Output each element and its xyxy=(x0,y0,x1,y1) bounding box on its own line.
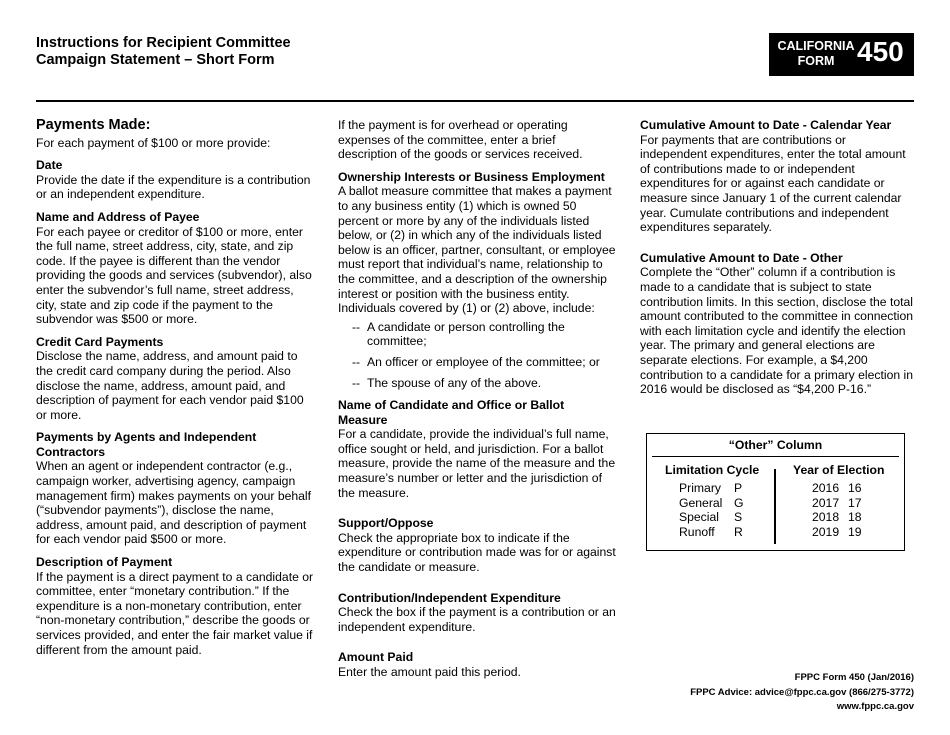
year-short: 17 xyxy=(848,495,862,510)
form-version: FPPC Form 450 (Jan/2016) xyxy=(794,672,914,683)
badge-line: CALIFORNIA xyxy=(777,39,855,53)
section xyxy=(338,170,616,390)
title-line: Instructions for Recipient Committee xyxy=(36,35,291,51)
divider xyxy=(36,100,914,102)
website: www.fppc.ca.gov xyxy=(836,701,914,712)
column-header: Year of Election xyxy=(793,463,885,477)
list-item: -- A candidate or person controlling the committee; xyxy=(352,319,565,349)
section-title: Description of Payment xyxy=(36,555,173,570)
cycle: Special xyxy=(679,510,719,524)
page-title xyxy=(36,35,291,69)
year: 2018 xyxy=(812,510,840,524)
section-title: Date xyxy=(36,158,63,173)
section-text: Check the appropriate box to indicate if the expenditure or contribution made was for or against the candidate or measure. xyxy=(338,530,616,575)
advice-contact: FPPC Advice: advice@fppc.ca.gov (866/275-3772) xyxy=(690,686,914,698)
section-text: If the payment is a direct payment to a candidate or committee, enter “monetary contribution.” If the expenditure is a non-monetary contribution, enter “non-monetary contribution,” describe the goods or services provided, and enter the fair market value if different from the amount paid. xyxy=(36,569,314,657)
list-item-text: An officer or employee of the committee; or xyxy=(367,354,600,369)
section-title: Payments by Agents and Independent Contractors xyxy=(36,430,257,459)
section xyxy=(36,335,314,423)
form-badge xyxy=(769,33,914,76)
section-text: A ballot measure committee that makes a payment to any business entity (1) which is owned 50 percent or more by any of the individuals listed below, or (2) in which any of the individuals listed below is an officer, partner, consultant, or employee must report that individual’s name, relationship to the committee, and a description of the ownership interest or position with the business entity. Individuals covered by (1) or (2) above, include: xyxy=(338,184,616,316)
section-text: For each payee or creditor of $100 or more, enter the full name, street address, city, state, and zip code. If the payee is different than the vendor providing the goods and services (subvendor), also enter the subvendor’s full name, street address, city, state and zip code if the payment to the subvendor was $500 or more. xyxy=(36,224,312,327)
section-text: Enter the amount paid this period. xyxy=(338,665,521,679)
column-3 xyxy=(640,118,914,397)
section-title: Cumulative Amount to Date - Other xyxy=(640,250,843,265)
title-line: Campaign Statement – Short Form xyxy=(36,52,275,68)
list-item: -- The spouse of any of the above. xyxy=(352,375,542,390)
code: P xyxy=(734,481,743,495)
code: S xyxy=(734,510,743,524)
covered-list xyxy=(338,320,616,390)
section-title: Support/Oppose xyxy=(338,516,434,531)
section-title: Cumulative Amount to Date - Calendar Year xyxy=(640,118,892,132)
column-2 xyxy=(338,118,616,680)
year-short: 18 xyxy=(848,510,862,524)
badge-line: FORM xyxy=(797,54,835,68)
section xyxy=(640,118,914,235)
code: G xyxy=(734,495,744,510)
table-title: “Other” Column xyxy=(652,434,899,457)
list-item-text: The spouse of any of the above. xyxy=(367,375,542,390)
section xyxy=(338,650,616,679)
column-1 xyxy=(36,118,314,657)
section-title: Name of Candidate and Office or Ballot Measure xyxy=(338,398,565,427)
section xyxy=(36,210,314,327)
year: 2017 xyxy=(812,495,840,510)
section-text: For payments that are contributions or independent expenditures, enter the total amount of contributions made to or independent expenditures for or against each candidate or measure since January 1 of the current calendar year. Cumulate contributions and independent expenditures separately. xyxy=(640,132,906,235)
intro-text: For each payment of $100 or more provide: xyxy=(36,135,271,150)
section-heading: Payments Made: xyxy=(36,117,151,133)
badge-label xyxy=(775,39,857,69)
section-title: Name and Address of Payee xyxy=(36,209,200,224)
section xyxy=(338,591,616,635)
intro-text: If the payment is for overhead or operating expenses of the committee, enter a brief description of the goods or services received. xyxy=(338,118,583,162)
cycle: Runoff xyxy=(679,524,715,539)
year: 2016 xyxy=(812,481,840,495)
section-title: Contribution/Independent Expenditure xyxy=(338,590,561,605)
section-text: Provide the date if the expenditure is a contribution or an independent expenditure. xyxy=(36,172,311,202)
table-row xyxy=(647,510,904,525)
section-title: Credit Card Payments xyxy=(36,334,164,349)
table-row xyxy=(647,481,904,496)
year-short: 19 xyxy=(848,524,862,539)
list-item: -- An officer or employee of the committee; or xyxy=(352,354,600,369)
list-item-text: A candidate or person controlling the committee; xyxy=(367,319,565,349)
other-column-table xyxy=(646,433,905,551)
section-text: Complete the “Other” column if a contribution is made to a candidate that is subject to state contribution limits. In this section, disclose the total amount contributed to the committee in connection with each limitation cycle and identify the election year. The primary and general elections are separate elections. For example, a $4,200 contribution to a candidate for a primary election in 2016 would be disclosed as “$4,200 P-16.” xyxy=(640,265,914,397)
column-header: Limitation Cycle xyxy=(665,463,760,477)
year-short: 16 xyxy=(848,481,862,495)
section-title: Ownership Interests or Business Employment xyxy=(338,169,605,184)
cycle: Primary xyxy=(679,481,721,495)
section xyxy=(338,516,616,574)
form-number: 450 xyxy=(857,36,904,67)
footer xyxy=(690,671,914,715)
section xyxy=(640,251,914,397)
section xyxy=(36,430,314,547)
section-text: When an agent or independent contractor (e.g., campaign worker, advertising agency, campaign management firm) makes payments on your behalf (“subvendor payments”), disclose the name, address, amount paid, and description of payment for each vendor paid $500 or more. xyxy=(36,459,312,547)
section xyxy=(36,158,314,202)
code: R xyxy=(734,524,743,539)
section-text: Check the box if the payment is a contribution or an independent expenditure. xyxy=(338,605,616,634)
section-text: For a candidate, provide the individual’s full name, office sought or held, and jurisdiction. For a ballot measure, provide the name of the measure and the measure’s number or letter and the jurisdiction of the measure. xyxy=(338,427,616,500)
section xyxy=(338,398,616,500)
cycle: General xyxy=(679,495,723,510)
section xyxy=(36,555,314,657)
table-row xyxy=(647,525,904,540)
table-row xyxy=(647,496,904,511)
section-text: Disclose the name, address, and amount paid to the credit card company during the period. Also disclose the name, address, amount paid, and description of payment for each vendor paid $100 or more. xyxy=(36,349,304,422)
section-title: Amount Paid xyxy=(338,650,414,665)
year: 2019 xyxy=(812,524,840,539)
